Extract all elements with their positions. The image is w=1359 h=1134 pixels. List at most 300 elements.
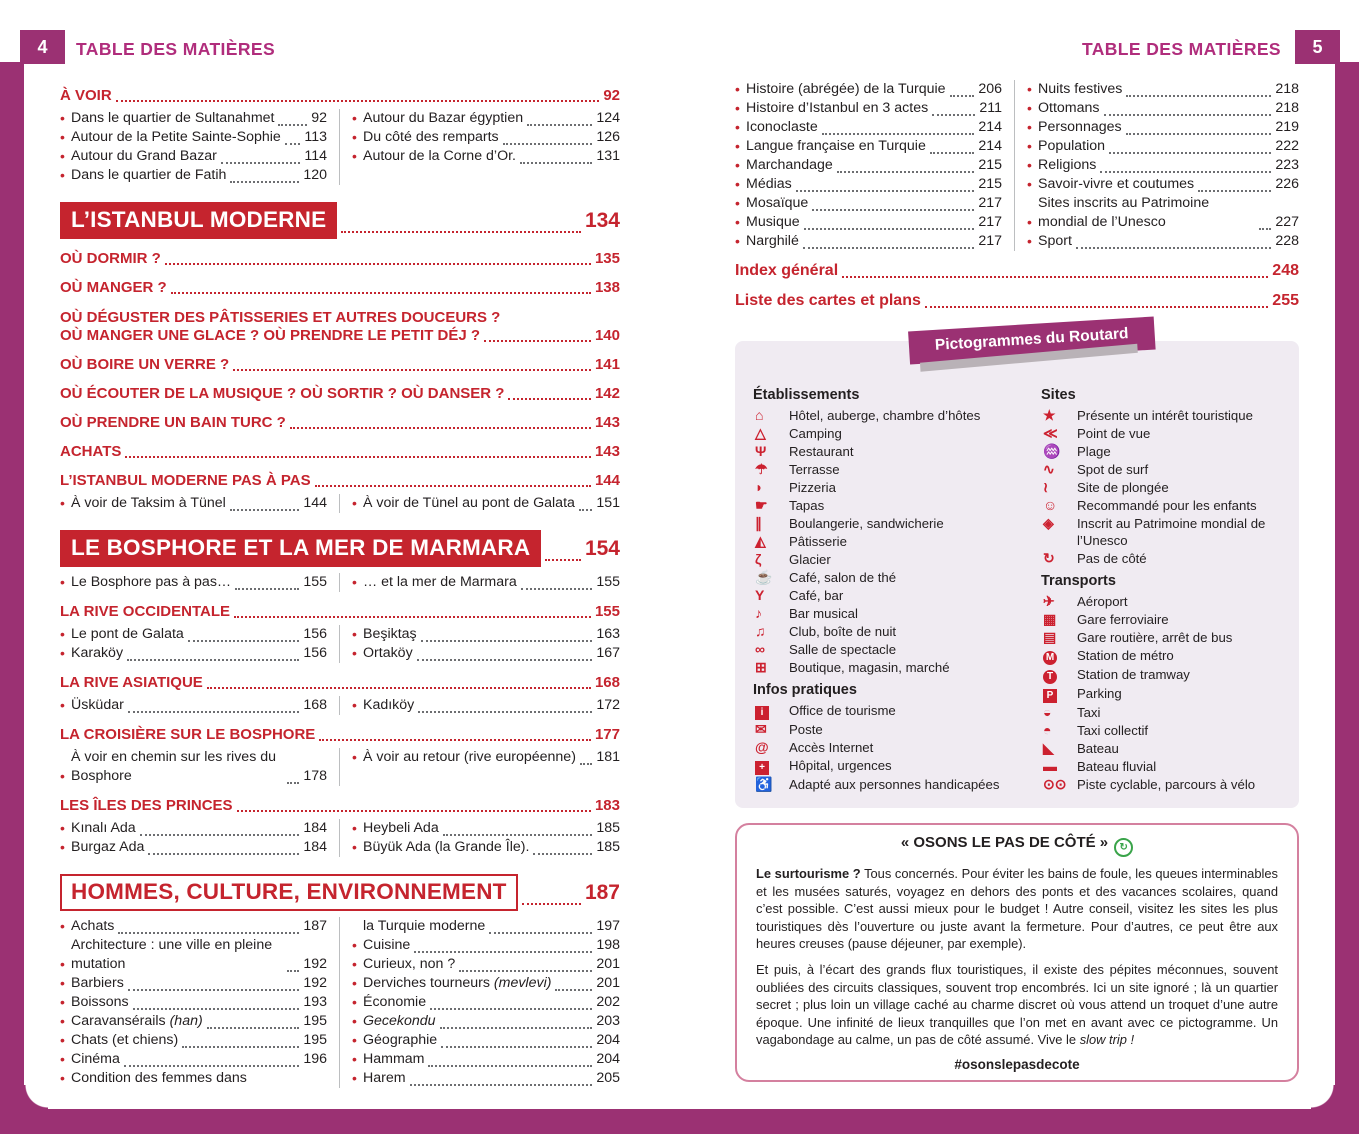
dotted-leader <box>950 95 975 97</box>
bullet-icon: • <box>735 233 740 249</box>
section-banner: HOMMES, CULTURE, ENVIRONNEMENT <box>60 874 518 911</box>
toc-item-label: Le pont de Galata <box>71 626 184 642</box>
section-banner-page: 154 <box>584 536 620 560</box>
toc-item <box>60 993 327 1012</box>
legend-row <box>753 721 1041 738</box>
dotted-leader <box>341 231 581 233</box>
toc-item-page: 155 <box>596 574 620 590</box>
bullet-icon: • <box>735 138 740 154</box>
toc-item <box>60 109 327 128</box>
toc-item <box>352 147 620 166</box>
index-line-page: 255 <box>1272 292 1299 309</box>
toc-column-left <box>60 819 327 857</box>
page-header-right: TABLE DES MATIÈRES <box>1081 39 1281 59</box>
toc-item-page: 184 <box>303 820 327 836</box>
legend-label: Station de tramway <box>1077 667 1190 682</box>
toc-item-label: Üsküdar <box>71 697 124 713</box>
section-banner-row <box>60 530 620 567</box>
callout-title <box>756 834 1278 857</box>
tourist-interest-icon: ★ <box>1043 407 1056 423</box>
toc-item-page: 193 <box>303 994 327 1010</box>
toc-item <box>735 232 1002 251</box>
toc-item-page: 219 <box>1275 119 1299 135</box>
callout-hashtag: #osonslepasdecote <box>954 1056 1080 1072</box>
index-lines <box>735 261 1299 311</box>
toc-heading <box>60 250 620 268</box>
toc-item-label: Géographie <box>363 1032 438 1048</box>
toc-item-page: 126 <box>596 129 620 145</box>
toc-item-page: 217 <box>978 214 1002 230</box>
dotted-leader <box>803 247 974 249</box>
dotted-leader <box>837 171 975 173</box>
dotted-leader <box>315 485 591 487</box>
callout-paragraph-2-text: Et puis, à l’écart des grands flux touristiques, il existe des pépites méconnues, souvent oubliées des circuits classiques, souvent trop encombrés. Ici un site ignoré ; là un quartier secret ; plus loin un village caché au charme discret où vous attend un troquet d’une autre époque. Une infinité de lieux tranquilles que l’on met en avant avec ce pictogramme. Un vagabondage au calme, un pas de côté assumé. Vive le <box>756 961 1278 1048</box>
toc-item-label: Architecture : une ville en pleine mutation <box>71 937 273 972</box>
callout-italic-text: slow trip ! <box>1079 1032 1135 1048</box>
toc-item-page: 185 <box>596 839 620 855</box>
bullet-icon: • <box>60 1013 65 1029</box>
restaurant-icon: Ψ <box>755 443 767 459</box>
legend-row <box>1041 461 1283 478</box>
toc-item-label: Cuisine <box>363 937 411 953</box>
viewpoint-icon: ≪ <box>1043 425 1058 441</box>
dotted-leader <box>287 782 299 784</box>
legend-label: Restaurant <box>789 444 854 459</box>
legend-label: Piste cyclable, parcours à vélo <box>1077 777 1256 792</box>
dotted-leader <box>124 1065 299 1067</box>
dotted-leader <box>1109 152 1271 154</box>
toc-item <box>352 109 620 128</box>
legend-label: Café, salon de thé <box>789 570 897 585</box>
legend-row <box>1041 647 1283 665</box>
toc-item-label: … et la mer de Marmara <box>363 574 517 590</box>
section-banner-row <box>60 202 620 239</box>
diving-icon: ≀ <box>1043 479 1049 495</box>
toc-heading <box>60 797 620 815</box>
legend-row <box>753 569 1041 586</box>
toc-two-columns <box>60 748 620 786</box>
right-edge-band <box>1335 62 1359 1134</box>
toc-item-page: 197 <box>596 918 620 934</box>
toc-item <box>1027 80 1299 99</box>
section-banner: L’ISTANBUL MODERNE <box>60 202 337 239</box>
legend-label: Point de vue <box>1077 426 1151 441</box>
toc-item-page: 218 <box>1275 100 1299 116</box>
bullet-icon: • <box>352 1013 357 1029</box>
dotted-leader <box>221 162 300 164</box>
toc-item <box>735 213 1002 232</box>
toc-two-columns <box>735 80 1299 251</box>
legend-label: Recommandé pour les enfants <box>1077 498 1257 513</box>
bullet-icon: • <box>352 1070 357 1086</box>
legend-label: Bar musical <box>789 606 858 621</box>
bullet-icon: • <box>1027 233 1032 249</box>
legend-column-right <box>1041 381 1283 794</box>
toc-two-columns <box>60 573 620 592</box>
legend-group-title: Établissements <box>753 387 860 403</box>
toc-item-page: 92 <box>311 110 327 126</box>
bullet-icon: • <box>352 645 357 661</box>
bullet-icon: • <box>60 110 65 126</box>
toc-two-columns <box>60 696 620 715</box>
toc-item-page: 181 <box>596 749 620 765</box>
bullet-icon: • <box>60 167 65 183</box>
toc-item <box>735 99 1002 118</box>
toc-item-page: 156 <box>303 645 327 661</box>
toc-heading-page: 143 <box>594 414 620 431</box>
section-banner-page: 187 <box>584 880 620 904</box>
toc-item <box>60 128 327 147</box>
toc-item-label: Achats <box>71 918 115 934</box>
legend-label: Accès Internet <box>789 740 874 755</box>
toc-item-label: Autour de la Corne d’Or. <box>363 148 516 164</box>
metro-icon <box>1041 647 1077 665</box>
page-number-left: 4 <box>20 30 65 64</box>
toc-column-left <box>60 573 327 592</box>
toc-item-label: Hammam <box>363 1051 425 1067</box>
music-bar-icon: ♪ <box>755 605 762 621</box>
left-page-toc <box>60 76 620 1088</box>
toc-heading-page: 92 <box>603 87 620 104</box>
dotted-leader <box>116 100 600 102</box>
toc-item-label: Ottomans <box>1038 100 1100 116</box>
legend-label: Taxi collectif <box>1077 723 1149 738</box>
toc-column-left <box>60 748 327 786</box>
toc-item <box>60 1050 327 1069</box>
bullet-icon: • <box>352 937 357 953</box>
toc-item-label: Langue française en Turquie <box>746 138 926 154</box>
legend-label: Bateau <box>1077 741 1119 756</box>
toc-column-right <box>339 494 620 513</box>
dotted-leader <box>508 398 591 400</box>
dotted-leader <box>287 970 299 972</box>
toc-heading-label: LA CROISIÈRE SUR LE BOSPHORE <box>60 726 316 743</box>
dotted-leader <box>520 162 592 164</box>
bullet-icon: • <box>60 1032 65 1048</box>
pictogram-legend-panel <box>735 325 1299 808</box>
callout-paragraph-1-text: Tous concernés. Pour éviter les bains de foule, les queues interminables et les musées saturés, voyagez en dehors des ponts et des vacances scolaires, quand c’est possible. C’est aussi mieux pour le budget ! Autre conseil, visitez les sites les plus touristiques dès l’ouverture ou juste avant la fermeture. Pour d’autres, ce peut être aux heures creuses (pause déjeuner, par exemple). <box>756 866 1278 952</box>
dotted-leader <box>521 588 593 590</box>
pas-de-cote-green-icon: ↻ <box>1114 838 1133 857</box>
toc-heading <box>60 443 620 461</box>
toc-heading-label: OÙ MANGER ? <box>60 279 167 296</box>
toc-heading-page: 155 <box>594 603 620 620</box>
toc-item-label: Kınalı Ada <box>71 820 136 836</box>
dotted-leader <box>171 292 591 294</box>
legend-row <box>753 407 1041 424</box>
wheelchair-icon: ♿ <box>755 776 773 792</box>
toc-column-right <box>339 696 620 715</box>
toc-item-label: Population <box>1038 138 1106 154</box>
bullet-icon: • <box>1027 176 1032 192</box>
toc-item-label: Curieux, non ? <box>363 956 456 972</box>
legend-label: Site de plongée <box>1077 480 1169 495</box>
toc-item <box>1027 194 1299 232</box>
dotted-leader <box>127 659 299 661</box>
bullet-icon: • <box>1027 214 1032 230</box>
shared-taxi-icon: ◓ <box>1043 722 1052 738</box>
unesco-icon: ◈ <box>1043 515 1054 531</box>
toc-two-columns <box>60 625 620 663</box>
toc-item-label: À voir au retour (rive européenne) <box>363 749 576 765</box>
bottom-band <box>0 1109 1359 1134</box>
toc-heading-page: 183 <box>594 797 620 814</box>
toc-item-label: Personnages <box>1038 119 1122 135</box>
tourist-office-icon <box>753 702 789 720</box>
dotted-leader <box>555 989 592 991</box>
toc-column-right <box>339 573 620 592</box>
toc-heading-label: OÙ BOIRE UN VERRE ? <box>60 356 230 373</box>
toc-item <box>1027 118 1299 137</box>
post-icon: ✉ <box>755 721 767 737</box>
bullet-icon: • <box>60 574 65 590</box>
bullet-icon: • <box>735 100 740 116</box>
legend-label: Terrasse <box>789 462 840 477</box>
dotted-leader <box>233 369 591 371</box>
toc-heading-label: OÙ ÉCOUTER DE LA MUSIQUE ? OÙ SORTIR ? OÙ DANSER ? <box>60 385 505 402</box>
toc-item-label: Dans le quartier de Fatih <box>71 167 227 183</box>
tram-icon <box>1041 666 1077 684</box>
index-line-label: Liste des cartes et plans <box>735 292 921 309</box>
toc-item-label: Autour du Bazar égyptien <box>363 110 524 126</box>
toc-item <box>1027 232 1299 251</box>
toc-column-right <box>339 625 620 663</box>
legend-label: Taxi <box>1077 705 1101 720</box>
toc-item-page: 172 <box>596 697 620 713</box>
legend-row <box>753 533 1041 550</box>
toc-item-page: 178 <box>303 768 327 784</box>
legend-label: Camping <box>789 426 842 441</box>
legend-row <box>1041 685 1283 703</box>
pastry-icon: ◭ <box>755 533 766 549</box>
legend-label: Tapas <box>789 498 825 513</box>
legend-row <box>753 461 1041 478</box>
toc-item-page: 120 <box>303 167 327 183</box>
index-line-label: Index général <box>735 262 839 279</box>
hospital-icon <box>753 757 789 775</box>
toc-item <box>60 748 327 786</box>
legend-label: Office de tourisme <box>789 703 896 718</box>
index-line <box>735 291 1299 311</box>
toc-column-left <box>735 80 1002 251</box>
toc-item-page: 204 <box>596 1051 620 1067</box>
toc-item-label: Harem <box>363 1070 406 1086</box>
toc-item <box>1027 99 1299 118</box>
toc-item <box>735 137 1002 156</box>
toc-heading <box>60 674 620 692</box>
toc-heading-line: OÙ DÉGUSTER DES PÂTISSERIES ET AUTRES DOUCEURS ? <box>60 309 501 326</box>
toc-heading-label: L’ISTANBUL MODERNE PAS À PAS <box>60 472 311 489</box>
toc-two-columns <box>60 109 620 185</box>
bullet-icon: • <box>735 81 740 97</box>
legend-row <box>1041 593 1283 610</box>
dotted-leader <box>319 739 591 741</box>
toc-item <box>1027 175 1299 194</box>
bullet-icon: • <box>352 956 357 972</box>
bullet-icon: • <box>60 129 65 145</box>
toc-item-label: Condition des femmes dans <box>71 1070 247 1086</box>
toc-item <box>60 644 327 663</box>
bullet-icon: • <box>735 214 740 230</box>
dotted-leader <box>234 616 591 618</box>
callout-paragraph-1 <box>756 865 1278 953</box>
theater-icon: ∞ <box>755 641 765 657</box>
toc-item-label: Cinéma <box>71 1051 120 1067</box>
toc-heading <box>60 726 620 744</box>
page-header-left: TABLE DES MATIÈRES <box>76 39 276 59</box>
toc-item-page: 215 <box>978 176 1002 192</box>
legend-row <box>753 659 1041 676</box>
dotted-leader <box>822 133 975 135</box>
toc-heading <box>60 385 620 403</box>
legend-row <box>1041 758 1283 775</box>
legend-row <box>1041 407 1283 424</box>
dotted-leader <box>118 932 299 934</box>
toc-item-page: 203 <box>596 1013 620 1029</box>
toc-item-page: 226 <box>1275 176 1299 192</box>
pas-de-cote-icon: ↻ <box>1043 550 1055 566</box>
legend-label: Salle de spectacle <box>789 642 897 657</box>
dotted-leader <box>165 263 591 265</box>
toc-item-page: 196 <box>303 1051 327 1067</box>
metro-icon-badge: M <box>1043 651 1057 665</box>
dotted-leader <box>796 190 975 192</box>
dotted-leader <box>580 763 592 765</box>
bullet-icon: • <box>352 820 357 836</box>
bullet-icon: • <box>60 626 65 642</box>
bullet-icon: • <box>352 1032 357 1048</box>
dotted-leader <box>443 834 593 836</box>
bullet-icon: • <box>352 839 357 855</box>
bullet-icon: • <box>352 626 357 642</box>
toc-item-page: 131 <box>596 148 620 164</box>
toc-column-right <box>339 748 620 786</box>
toc-item <box>352 494 620 513</box>
toc-two-columns <box>60 917 620 1088</box>
toc-item-page: 155 <box>303 574 327 590</box>
legend-label: Présente un intérêt touristique <box>1077 408 1253 423</box>
toc-item-page: 215 <box>978 157 1002 173</box>
dotted-leader <box>230 509 300 511</box>
page-number-right: 5 <box>1295 30 1340 64</box>
bullet-icon: • <box>352 749 357 765</box>
dotted-leader <box>527 124 592 126</box>
dotted-leader <box>522 903 581 905</box>
toc-item <box>352 1031 620 1050</box>
toc-item <box>60 838 327 857</box>
bullet-icon: • <box>1027 81 1032 97</box>
beach-icon: ♒ <box>1043 443 1061 459</box>
dotted-leader <box>207 687 591 689</box>
toc-item-page: 198 <box>596 937 620 953</box>
dotted-leader <box>128 711 299 713</box>
dotted-leader <box>140 834 300 836</box>
bullet-icon: • <box>60 495 65 511</box>
toc-heading <box>60 327 620 345</box>
legend-row <box>753 776 1041 793</box>
legend-column-left <box>753 381 1041 794</box>
hotel-icon: ⌂ <box>755 407 764 423</box>
toc-item <box>60 917 327 936</box>
tram-icon-badge: T <box>1043 670 1057 684</box>
legend-label: Gare ferroviaire <box>1077 612 1169 627</box>
dotted-leader <box>237 810 591 812</box>
dotted-leader <box>133 1008 300 1010</box>
toc-heading-label: ACHATS <box>60 443 122 460</box>
toc-heading <box>60 414 620 432</box>
bullet-icon: • <box>352 110 357 126</box>
toc-heading <box>60 356 620 374</box>
dotted-leader <box>1198 190 1271 192</box>
toc-heading-page: 142 <box>594 385 620 402</box>
toc-item-label: Économie <box>363 994 427 1010</box>
legend-row <box>1041 740 1283 757</box>
dotted-leader <box>430 1008 592 1010</box>
legend-row <box>753 443 1041 460</box>
parking-icon <box>1041 685 1077 703</box>
legend-row <box>1041 776 1283 793</box>
dotted-leader <box>459 970 592 972</box>
toc-item-page: 214 <box>978 119 1002 135</box>
toc-item-page: 211 <box>979 100 1002 116</box>
toc-item <box>1027 137 1299 156</box>
toc-item <box>735 156 1002 175</box>
toc-column-right <box>339 917 620 1088</box>
train-station-icon: ▦ <box>1043 611 1057 627</box>
dotted-leader <box>579 509 592 511</box>
toc-item-label: Heybeli Ada <box>363 820 439 836</box>
toc-item-label: Mosaïque <box>746 195 809 211</box>
toc-item-page: 205 <box>596 1070 620 1086</box>
shop-icon: ⊞ <box>755 659 767 675</box>
bullet-icon: • <box>352 994 357 1010</box>
dotted-leader <box>207 1027 300 1029</box>
dotted-leader <box>125 456 591 458</box>
toc-item-label: Musique <box>746 214 800 230</box>
toc-item <box>352 644 620 663</box>
legend-row <box>753 702 1041 720</box>
toc-item-label: Dans le quartier de Sultanahmet <box>71 110 275 126</box>
toc-item <box>60 573 327 592</box>
hospital-icon-badge: + <box>755 761 769 775</box>
legend-row <box>1041 425 1283 442</box>
toc-item-page: 187 <box>303 918 327 934</box>
dotted-leader <box>414 951 592 953</box>
bullet-icon: • <box>60 839 65 855</box>
bullet-icon: • <box>60 148 65 164</box>
toc-item-page: 185 <box>596 820 620 836</box>
toc-item <box>60 819 327 838</box>
dotted-leader <box>188 640 300 642</box>
bullet-icon: • <box>735 195 740 211</box>
toc-item-label: Caravansérails (han) <box>71 1013 203 1029</box>
terrace-icon: ☂ <box>755 461 768 477</box>
dotted-leader <box>545 559 581 561</box>
toc-column-right <box>339 819 620 857</box>
dotted-leader <box>421 640 593 642</box>
bullet-icon: • <box>352 574 357 590</box>
bakery-icon: ∥ <box>755 515 762 531</box>
toc-column-left <box>60 494 327 513</box>
bottom-right-corner <box>1311 1085 1335 1109</box>
callout-title-text: « OSONS LE PAS DE CÔTÉ » <box>900 834 1109 851</box>
legend-row <box>1041 479 1283 496</box>
toc-item-label: Médias <box>746 176 792 192</box>
dotted-leader <box>418 711 592 713</box>
cafe-tea-icon: ☕ <box>755 569 773 585</box>
legend-row <box>1041 443 1283 460</box>
dotted-leader <box>925 306 1268 308</box>
